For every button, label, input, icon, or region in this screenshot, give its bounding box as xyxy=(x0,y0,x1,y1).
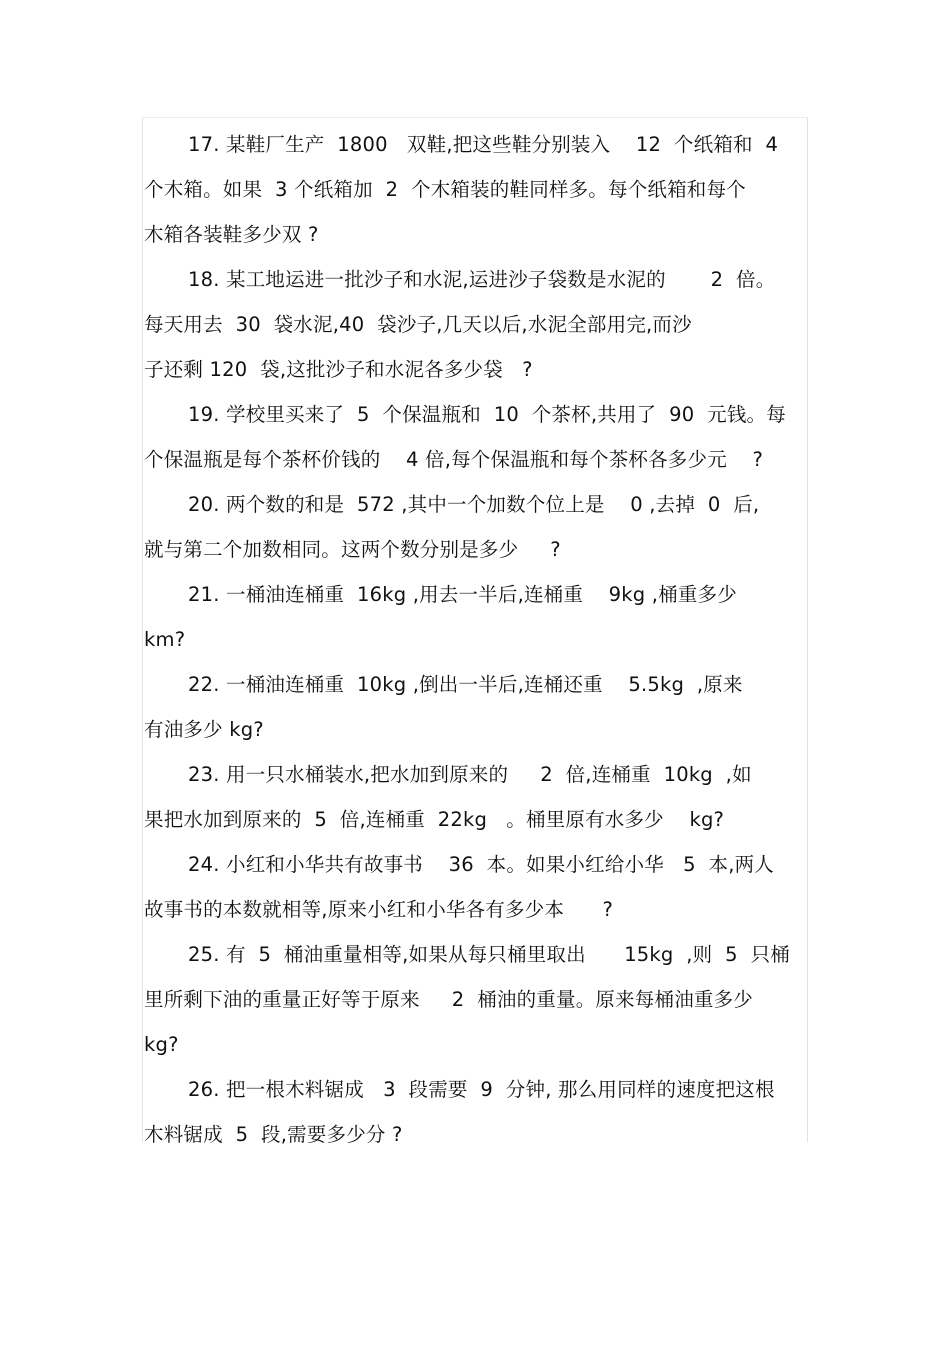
problem-21-line-1: 21. 一桶油连桶重 16kg ,用去一半后,连桶重 9kg ,桶重多少 xyxy=(188,583,737,606)
problem-20-line-1: 20. 两个数的和是 572 ,其中一个加数个位上是 0 ,去掉 0 后, xyxy=(188,493,760,516)
problem-26-line-2: 木料锯成 5 段,需要多少分 ? xyxy=(144,1123,403,1146)
problem-24-line-2: 故事书的本数就相等,原来小红和小华各有多少本 ? xyxy=(144,898,614,921)
problem-18-line-3: 子还剩 120 袋,这批沙子和水泥各多少袋 ? xyxy=(144,358,533,381)
problem-23-line-2: 果把水加到原来的 5 倍,连桶重 22kg 。桶里原有水多少 kg? xyxy=(144,808,725,831)
problem-19-line-2: 个保温瓶是每个茶杯价钱的 4 倍,每个保温瓶和每个茶杯各多少元 ? xyxy=(144,448,764,471)
problem-18-line-1: 18. 某工地运进一批沙子和水泥,运进沙子袋数是水泥的 2 倍。 xyxy=(188,268,776,291)
problem-17-line-1: 17. 某鞋厂生产 1800 双鞋,把这些鞋分别装入 12 个纸箱和 4 xyxy=(188,133,779,156)
problem-25-line-3: kg? xyxy=(144,1033,179,1056)
problem-21-line-2: km? xyxy=(144,628,186,651)
problem-20-line-2: 就与第二个加数相同。这两个数分别是多少 ? xyxy=(144,538,561,561)
problem-19-line-1: 19. 学校里买来了 5 个保温瓶和 10 个茶杯,共用了 90 元钱。每 xyxy=(188,403,786,426)
problem-23-line-1: 23. 用一只水桶装水,把水加到原来的 2 倍,连桶重 10kg ,如 xyxy=(188,763,752,786)
problem-22-line-1: 22. 一桶油连桶重 10kg ,倒出一半后,连桶还重 5.5kg ,原来 xyxy=(188,673,743,696)
problem-25-line-1: 25. 有 5 桶油重量相等,如果从每只桶里取出 15kg ,则 5 只桶 xyxy=(188,943,790,966)
problem-22-line-2: 有油多少 kg? xyxy=(144,718,264,741)
problem-25-line-2: 里所剩下油的重量正好等于原来 2 桶油的重量。原来每桶油重多少 xyxy=(144,988,753,1011)
problem-17-line-3: 木箱各装鞋多少双 ? xyxy=(144,223,319,246)
problem-18-line-2: 每天用去 30 袋水泥,40 袋沙子,几天以后,水泥全部用完,而沙 xyxy=(144,313,692,336)
problem-17-line-2: 个木箱。如果 3 个纸箱加 2 个木箱装的鞋同样多。每个纸箱和每个 xyxy=(144,178,746,201)
problem-24-line-1: 24. 小红和小华共有故事书 36 本。如果小红给小华 5 本,两人 xyxy=(188,853,775,876)
problem-26-line-1: 26. 把一根木料锯成 3 段需要 9 分钟, 那么用同样的速度把这根 xyxy=(188,1078,775,1101)
